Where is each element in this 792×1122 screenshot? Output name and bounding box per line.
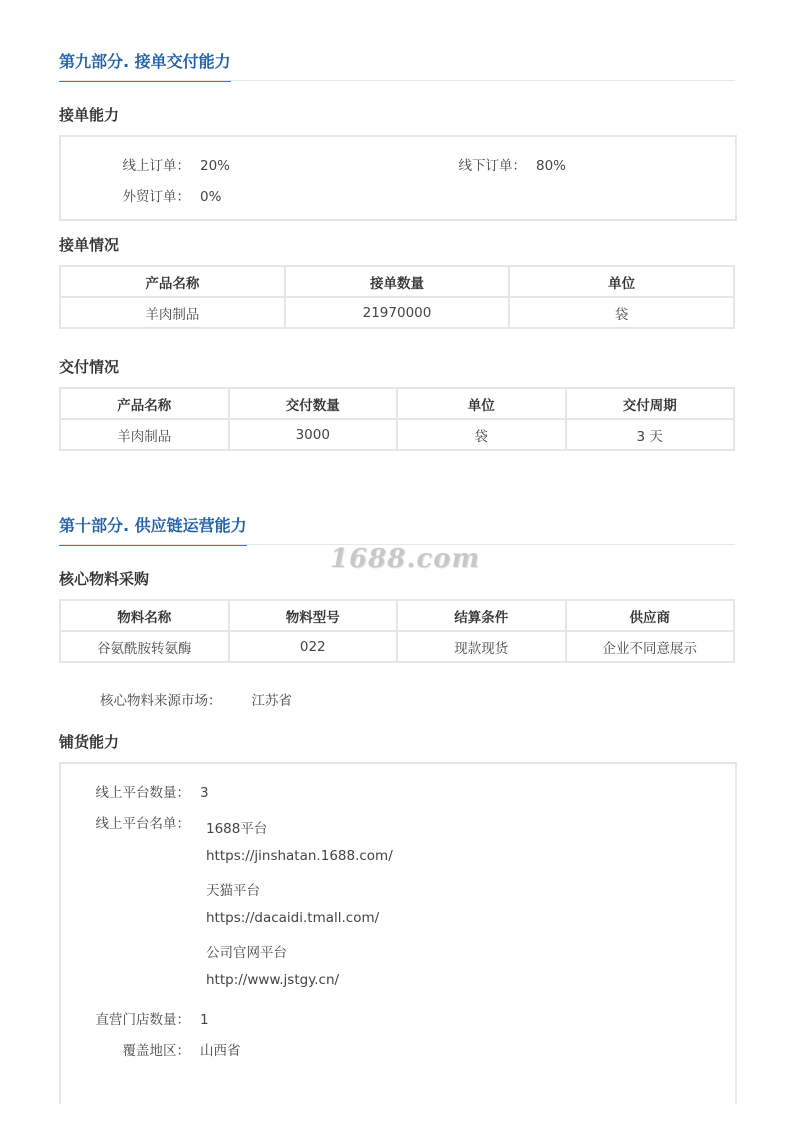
table-cell: 21970000: [285, 297, 510, 328]
table-cell: 袋: [509, 297, 734, 328]
core-material-source-label: 核心物料来源市场：: [100, 693, 222, 709]
table-row: [60, 297, 734, 328]
table-cell: 022: [229, 631, 398, 662]
core-materials-table: [59, 599, 735, 663]
table-header-cell: 结算条件: [397, 600, 566, 631]
core-materials-title: 核心物料采购: [59, 570, 150, 588]
table-header-cell: 单位: [509, 266, 734, 297]
part9-title: 第九部分. 接单交付能力: [59, 49, 231, 82]
distribution-title: 铺货能力: [59, 733, 120, 751]
table-cell: 企业不同意展示: [566, 631, 735, 662]
watermark-logo: 1688.com: [330, 544, 481, 574]
part9-title-rule: [59, 80, 735, 81]
table-cell: 谷氨酰胺转氨酶: [60, 631, 229, 662]
platform-count: [92, 781, 209, 801]
table-cell: 3 天: [566, 419, 735, 450]
foreign-trade-orders: [92, 185, 221, 205]
coverage-area-label: 覆盖地区：: [122, 1043, 190, 1059]
list-item: 天猫平台: [206, 883, 260, 899]
list-item: http://www.jstgy.cn/: [206, 972, 340, 988]
offline-orders-value: 80%: [536, 158, 567, 174]
list-item: https://dacaidi.tmall.com/: [206, 910, 380, 926]
table-header-cell: 交付数量: [229, 388, 398, 419]
table-cell: 袋: [397, 419, 566, 450]
core-material-source: [100, 689, 292, 709]
coverage-area-value: 山西省: [200, 1043, 241, 1059]
delivery-status-table: [59, 387, 735, 451]
list-item: 1688平台: [206, 821, 268, 837]
foreign-trade-orders-label: 外贸订单：: [122, 189, 190, 205]
offline-orders: [428, 154, 566, 174]
delivery-status-title: 交付情况: [59, 358, 120, 376]
online-orders: [92, 154, 230, 174]
offline-orders-label: 线下订单：: [458, 158, 526, 174]
order-status-table: [59, 265, 735, 329]
table-header-cell: 物料名称: [60, 600, 229, 631]
online-orders-value: 20%: [200, 158, 231, 174]
store-count-value: 1: [200, 1012, 209, 1028]
platform-count-value: 3: [200, 785, 209, 801]
table-header-row: [60, 600, 734, 631]
list-item: https://jinshatan.1688.com/: [206, 848, 393, 864]
order-capacity-box: [59, 135, 737, 221]
online-orders-label: 线上订单：: [122, 158, 190, 174]
table-header-row: [60, 388, 734, 419]
table-cell: 羊肉制品: [60, 419, 229, 450]
store-count-label: 直营门店数量：: [95, 1012, 190, 1028]
order-capacity-title: 接单能力: [59, 106, 120, 124]
coverage-area: [92, 1039, 241, 1059]
table-header-cell: 接单数量: [285, 266, 510, 297]
table-row: [60, 631, 734, 662]
table-header-cell: 单位: [397, 388, 566, 419]
platform-list-label: 线上平台名单：: [95, 816, 190, 832]
part10-title: 第十部分. 供应链运营能力: [59, 513, 247, 546]
table-header-cell: 物料型号: [229, 600, 398, 631]
table-header-cell: 交付周期: [566, 388, 735, 419]
table-header-cell: 产品名称: [60, 388, 229, 419]
order-status-title: 接单情况: [59, 236, 120, 254]
foreign-trade-orders-value: 0%: [200, 189, 222, 205]
platform-list: [92, 812, 190, 832]
table-header-cell: 产品名称: [60, 266, 285, 297]
table-row: [60, 419, 734, 450]
table-cell: 羊肉制品: [60, 297, 285, 328]
table-header-cell: 供应商: [566, 600, 735, 631]
table-header-row: [60, 266, 734, 297]
table-cell: 3000: [229, 419, 398, 450]
core-material-source-value: 江苏省: [251, 693, 292, 709]
store-count: [92, 1008, 209, 1028]
table-cell: 现款现货: [397, 631, 566, 662]
platform-count-label: 线上平台数量：: [95, 785, 190, 801]
list-item: 公司官网平台: [206, 945, 287, 961]
